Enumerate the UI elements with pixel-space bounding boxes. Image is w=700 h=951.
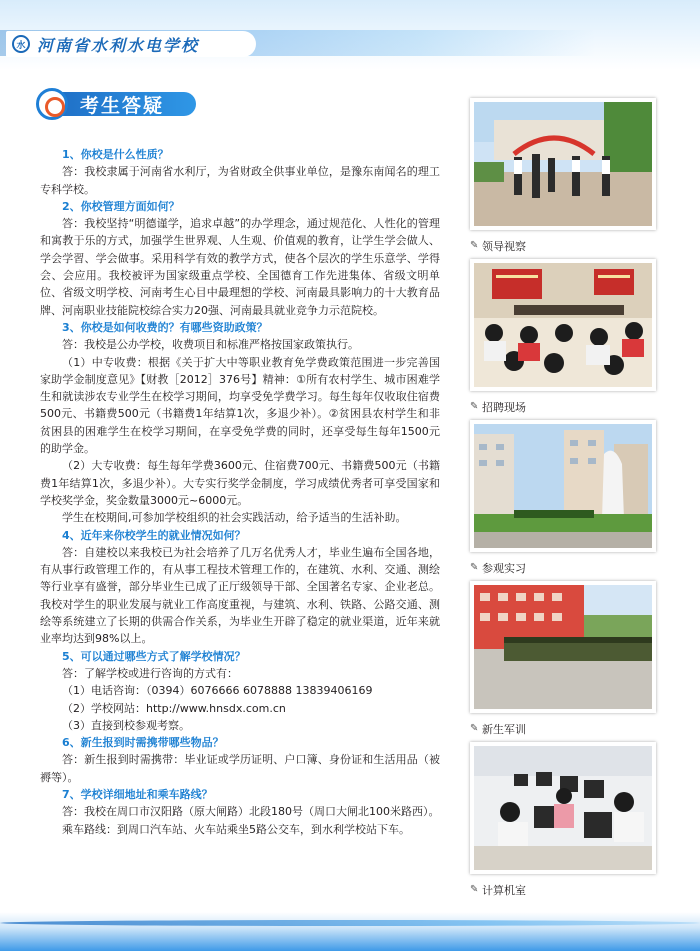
page-footer-wave <box>0 912 700 951</box>
answer: 答：了解学校或进行咨询的方式有： <box>62 666 238 680</box>
qa-item-6 <box>40 734 440 786</box>
qa-item-2 <box>40 198 440 319</box>
photo-caption <box>470 233 656 259</box>
section-title: 考生答疑 <box>80 95 165 117</box>
question: 4、近年来你校学生的就业情况如何？ <box>62 528 246 542</box>
answer: 答：新生报到时需携带：毕业证或学历证明、户口簿、身份证和生活用品（被褥等）。 <box>40 753 440 784</box>
photo-caption <box>470 716 656 742</box>
pencil-icon: ✎ <box>470 562 479 573</box>
answer: 答：我校在周口市汉阳路（原大闸路）北段180号（周口大闸北100米路西）。 <box>62 805 440 819</box>
qa-item-7 <box>40 786 440 838</box>
photo-caption <box>470 877 656 903</box>
caption-text: 计算机室 <box>482 884 526 897</box>
answer: （2）大专收费：每生每年学费3600元、住宿费700元、书籍费500元（书籍费1年结算1次，多退少补）。大专实行奖学金制度，学习成绩优秀者可享受国家和学校奖学金，奖金数量3000元~6000元。 <box>40 459 440 507</box>
photo-computer-lab <box>470 742 656 874</box>
contact-website[interactable]: （2）学校网站：http://www.hnsdx.com.cn <box>62 701 286 715</box>
caption-text: 新生军训 <box>482 723 526 736</box>
contact-phone: （1）电话咨询：（0394）6076666 6078888 13839406169 <box>62 684 373 698</box>
qa-list <box>40 146 440 838</box>
pencil-icon: ✎ <box>470 723 479 734</box>
photo-caption <box>470 394 656 420</box>
question: 2、你校管理方面如何？ <box>62 199 180 213</box>
qa-item-1 <box>40 146 440 198</box>
photo-visit-practice <box>470 420 656 552</box>
photo-recruitment-scene <box>470 259 656 391</box>
qa-item-4 <box>40 527 440 648</box>
question: 1、你校是什么性质？ <box>62 148 169 161</box>
question: 3、你校是如何收费的？有哪些资助政策？ <box>62 320 268 334</box>
qa-item-5 <box>40 648 440 734</box>
answer: 答：自建校以来我校已为社会培养了几万名优秀人才，毕业生遍布全国各地，有从事行政管理工作的，有从事工程技术管理工作的，在建筑、水利、交通、测绘等行业享有盛誉，部分毕业生已成了正厅级领导干部、全国著名专家、企业老总。我校对学生的职业发展与就业工作高度重视，与建筑、水利、铁路、公路交通、测绘等系统建立了长期的供需合作关系，为毕业生开辟了稳定的就业渠道，近年来就业率均达到98%以上。 <box>40 545 440 646</box>
question: 7、学校详细地址和乘车路线？ <box>62 787 213 801</box>
photo-column <box>470 98 656 903</box>
contact-visit: （3）直接到校参观考察。 <box>62 718 190 732</box>
answer: 乘车路线：到周口汽车站、火车站乘坐5路公交车，到水利学校站下车。 <box>62 822 410 836</box>
question: 6、新生报到时需携带哪些物品？ <box>62 736 224 750</box>
pencil-icon: ✎ <box>470 401 479 412</box>
answer: 答：我校隶属于河南省水利厅，为省财政全供事业单位，是豫东南闻名的理工专科学校。 <box>40 165 440 196</box>
section-ring-icon <box>36 88 68 120</box>
answer: （1）中专收费：根据《关于扩大中等职业教育免学费政策范围进一步完善国家助学金制度意见》【财教［2012］376号】精神：①所有农村学生、城市困难学生和就读涉农专业学生在校学习期间，均享受免学费学习。每生每年仅收取住宿费500元、书籍费500元（书籍费1年结算1次，多退少补）。②贫困县农村学生和非贫困县的困难学生在校学习期间，在享受免学费的同时，还享受每生每年1500元的助学金。 <box>40 355 440 456</box>
photo-caption <box>470 555 656 581</box>
pencil-icon: ✎ <box>470 884 479 895</box>
school-name: 河南省水利水电学校 <box>37 35 200 55</box>
photo-military-training <box>470 581 656 713</box>
section-heading <box>36 88 196 120</box>
answer: 答：我校是公办学校，收费项目和标准严格按国家政策执行。 <box>62 338 359 352</box>
answer: 学生在校期间,可参加学校组织的社会实践活动，给予适当的生活补助。 <box>62 511 407 525</box>
question: 5、可以通过哪些方式了解学校情况？ <box>62 649 246 663</box>
page-header <box>0 0 700 70</box>
qa-item-3 <box>40 319 440 527</box>
photo-leadership-inspection <box>470 98 656 230</box>
school-emblem-icon: 水 <box>12 35 30 53</box>
caption-text: 参观实习 <box>482 562 526 575</box>
caption-text: 招聘现场 <box>482 401 526 414</box>
school-logo-banner <box>6 31 256 57</box>
caption-text: 领导视察 <box>482 240 526 253</box>
answer: 答：我校坚持“明德谨学，追求卓越”的办学理念，通过规范化、人性化的管理和寓教于乐的方式，加强学生世界观、人生观、价值观的教育，让学生学会做人、学会学習、学会做事。采用科学有效的教学方式，使各个层次的学生乐意学、学得会、会应用。我校被评为国家级重点学校、全国德育工作先进集体、省级文明单位、省级文明学校、河南考生心目中最理想的学校、河南最具影响力的十大教育品牌、河南职业技能院校综合实力20强、河南最具就业竞争力示范院校。 <box>40 217 440 317</box>
pencil-icon: ✎ <box>470 240 479 251</box>
